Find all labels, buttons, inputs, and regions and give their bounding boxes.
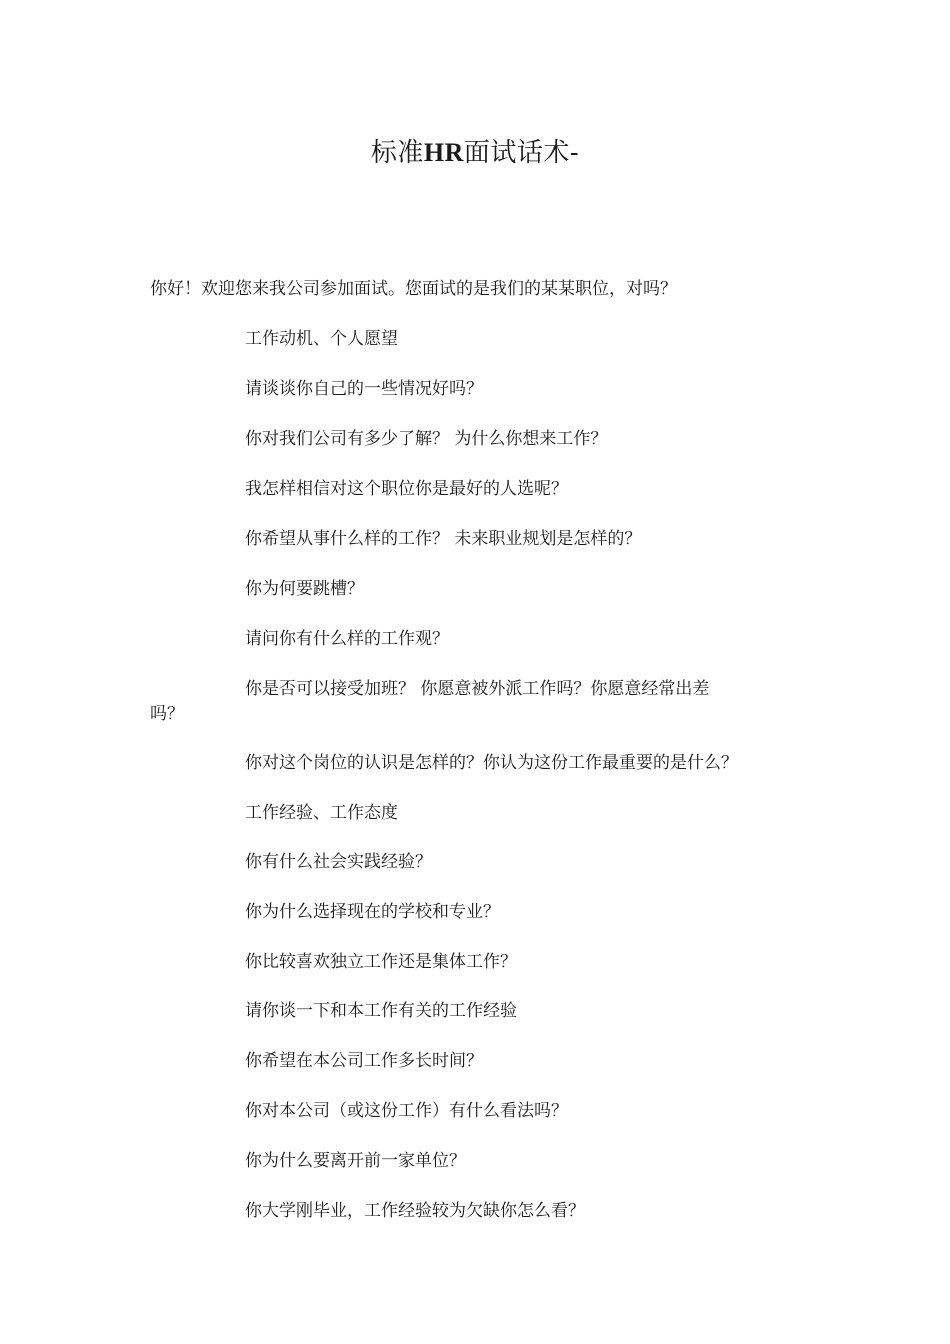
title-prefix: 标准 bbox=[370, 138, 424, 168]
question-line: 你对我们公司有多少了解？ 为什么你想来工作？ bbox=[245, 429, 608, 449]
intro-paragraph: 你好！欢迎您来我公司参加面试。您面试的是我们的某某职位，对吗？ bbox=[150, 279, 677, 299]
question-line: 你对本公司（或这份工作）有什么看法吗？ bbox=[245, 1101, 568, 1121]
question-line: 你是否可以接受加班？ 你愿意被外派工作吗？你愿意经常出差 bbox=[245, 679, 710, 699]
section-heading-motivation: 工作动机、个人愿望 bbox=[245, 329, 398, 349]
question-line: 你有什么社会实践经验？ bbox=[245, 852, 432, 872]
question-line: 请你谈一下和本工作有关的工作经验 bbox=[245, 1001, 517, 1021]
question-line: 我怎样相信对这个职位你是最好的人选呢？ bbox=[245, 479, 568, 499]
question-line: 你比较喜欢独立工作还是集体工作？ bbox=[245, 952, 517, 972]
question-line: 请问你有什么样的工作观？ bbox=[245, 629, 449, 649]
question-line: 请谈谈你自己的一些情况好吗？ bbox=[245, 379, 483, 399]
question-line: 你大学刚毕业，工作经验较为欠缺你怎么看？ bbox=[245, 1201, 585, 1221]
question-line: 你为什么要离开前一家单位？ bbox=[245, 1151, 466, 1171]
question-line: 你希望在本公司工作多长时间？ bbox=[245, 1051, 483, 1071]
document-title bbox=[0, 132, 950, 169]
question-line: 你为什么选择现在的学校和专业？ bbox=[245, 902, 500, 922]
section-heading-experience: 工作经验、工作态度 bbox=[245, 803, 398, 823]
question-line: 你为何要跳槽？ bbox=[245, 579, 364, 599]
question-line: 你希望从事什么样的工作？ 未来职业规划是怎样的？ bbox=[245, 529, 642, 549]
title-bold: HR bbox=[423, 138, 464, 167]
question-line-continuation: 吗？ bbox=[150, 704, 184, 724]
question-line: 你对这个岗位的认识是怎样的？你认为这份工作最重要的是什么？ bbox=[245, 753, 738, 773]
title-suffix: 面试话术- bbox=[463, 138, 580, 168]
